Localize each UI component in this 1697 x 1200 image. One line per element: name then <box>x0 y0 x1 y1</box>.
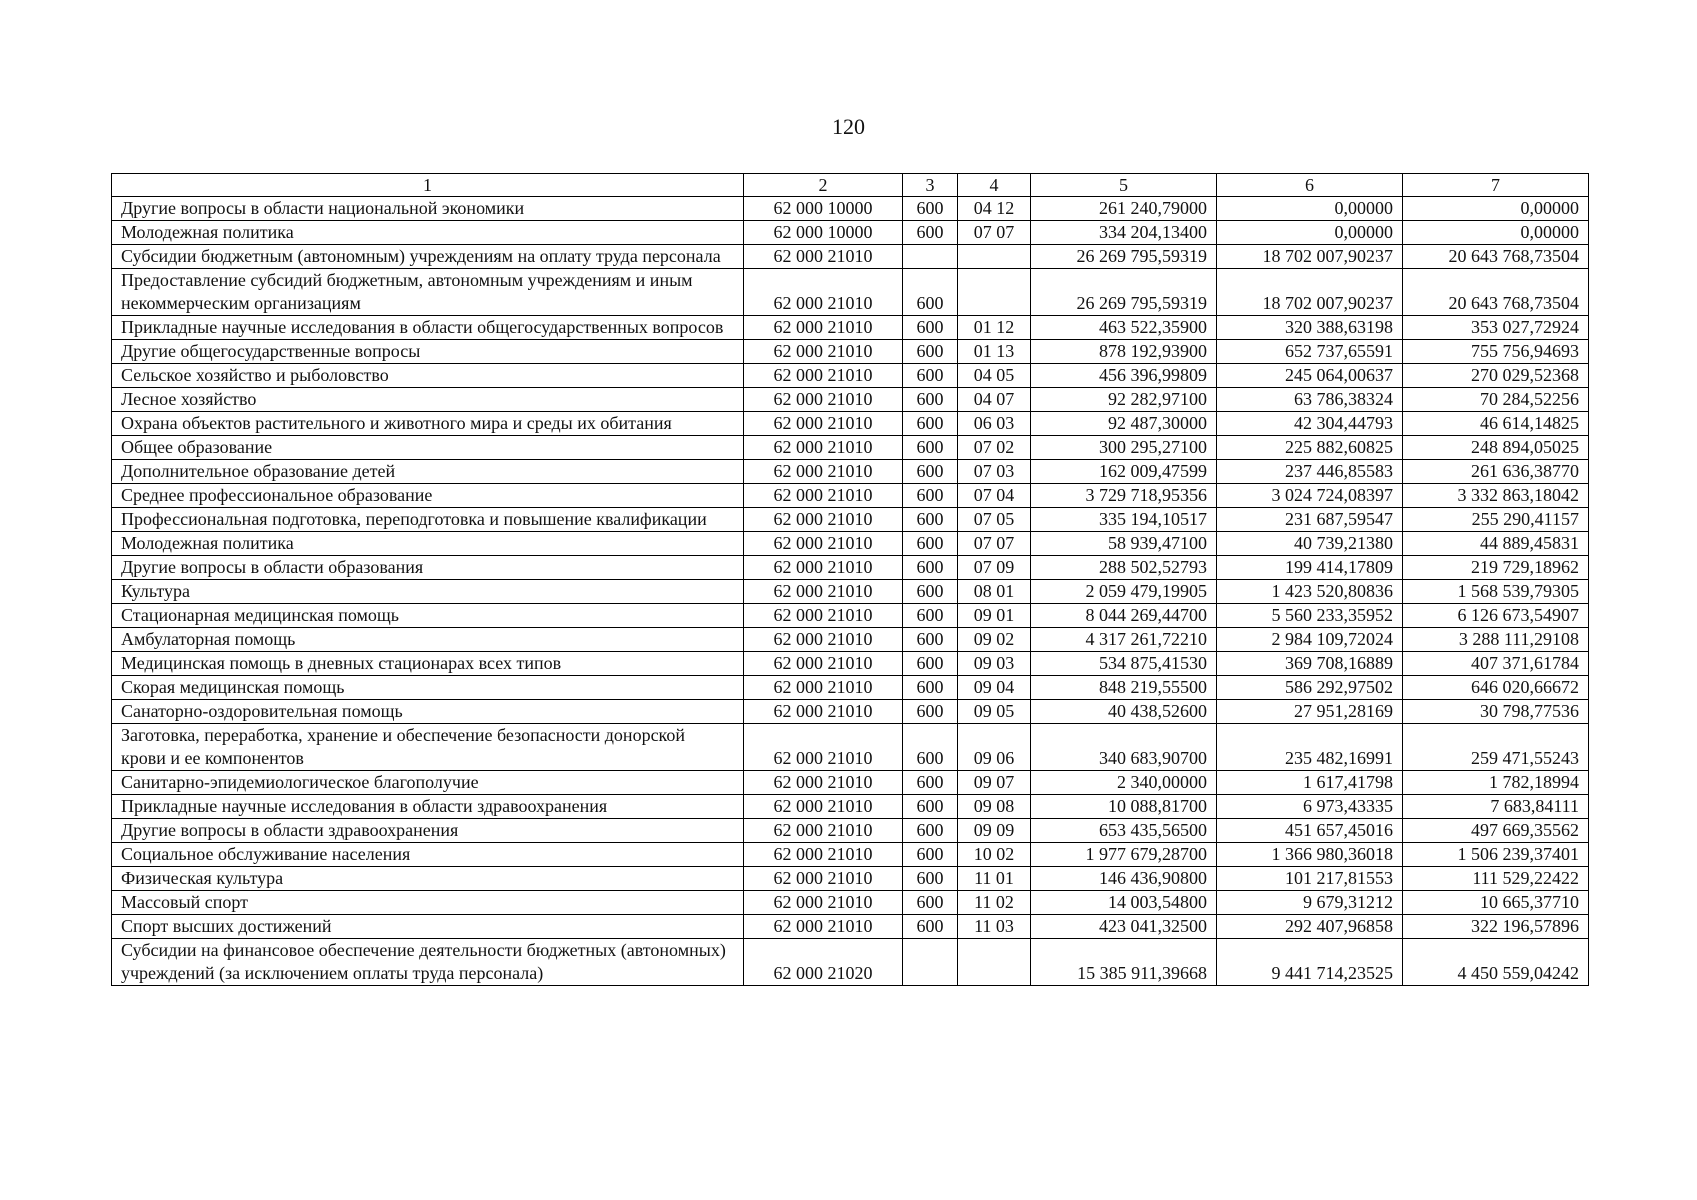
amount-cell: 40 739,21380 <box>1217 532 1403 556</box>
row-name-cell: Субсидии бюджетным (автономным) учреждениям на оплату труда персонала <box>112 245 744 269</box>
amount-cell: 5 560 233,35952 <box>1217 604 1403 628</box>
expense-type-cell: 600 <box>903 628 958 652</box>
amount-cell: 755 756,94693 <box>1403 340 1589 364</box>
expense-type-cell: 600 <box>903 819 958 843</box>
target-code-cell: 62 000 21010 <box>744 915 903 939</box>
amount-cell: 0,00000 <box>1403 197 1589 221</box>
table-row <box>112 628 1589 652</box>
expense-type-cell: 600 <box>903 771 958 795</box>
expense-type-cell: 600 <box>903 604 958 628</box>
amount-cell: 92 282,97100 <box>1031 388 1217 412</box>
amount-cell: 46 614,14825 <box>1403 412 1589 436</box>
amount-cell: 463 522,35900 <box>1031 316 1217 340</box>
amount-cell: 848 219,55500 <box>1031 676 1217 700</box>
target-code-cell: 62 000 21010 <box>744 700 903 724</box>
section-cell: 09 03 <box>958 652 1031 676</box>
header-cell: 7 <box>1403 174 1589 197</box>
amount-cell: 26 269 795,59319 <box>1031 269 1217 316</box>
expense-type-cell: 600 <box>903 724 958 771</box>
amount-cell: 27 951,28169 <box>1217 700 1403 724</box>
row-name-cell: Массовый спорт <box>112 891 744 915</box>
amount-cell: 40 438,52600 <box>1031 700 1217 724</box>
section-cell <box>958 245 1031 269</box>
target-code-cell: 62 000 21010 <box>744 436 903 460</box>
row-name-cell: Другие вопросы в области образования <box>112 556 744 580</box>
section-cell: 04 07 <box>958 388 1031 412</box>
target-code-cell: 62 000 21010 <box>744 580 903 604</box>
header-cell: 6 <box>1217 174 1403 197</box>
expense-type-cell: 600 <box>903 867 958 891</box>
table-row <box>112 915 1589 939</box>
amount-cell: 259 471,55243 <box>1403 724 1589 771</box>
target-code-cell: 62 000 21010 <box>744 867 903 891</box>
header-cell: 2 <box>744 174 903 197</box>
amount-cell: 10 665,37710 <box>1403 891 1589 915</box>
table-row <box>112 700 1589 724</box>
amount-cell: 288 502,52793 <box>1031 556 1217 580</box>
amount-cell: 0,00000 <box>1403 221 1589 245</box>
table-body <box>112 197 1589 986</box>
amount-cell: 10 088,81700 <box>1031 795 1217 819</box>
row-name-cell: Культура <box>112 580 744 604</box>
target-code-cell: 62 000 21010 <box>744 819 903 843</box>
row-name-cell: Заготовка, переработка, хранение и обеспечение безопасности донорской крови и ее компонентов <box>112 724 744 771</box>
table-row <box>112 412 1589 436</box>
target-code-cell: 62 000 21010 <box>744 316 903 340</box>
target-code-cell: 62 000 21010 <box>744 340 903 364</box>
row-name-cell: Другие вопросы в области здравоохранения <box>112 819 744 843</box>
expense-type-cell: 600 <box>903 700 958 724</box>
amount-cell: 261 636,38770 <box>1403 460 1589 484</box>
target-code-cell: 62 000 10000 <box>744 197 903 221</box>
table-row <box>112 484 1589 508</box>
amount-cell: 92 487,30000 <box>1031 412 1217 436</box>
expense-type-cell: 600 <box>903 676 958 700</box>
amount-cell: 369 708,16889 <box>1217 652 1403 676</box>
target-code-cell: 62 000 21010 <box>744 364 903 388</box>
amount-cell: 1 617,41798 <box>1217 771 1403 795</box>
amount-cell: 270 029,52368 <box>1403 364 1589 388</box>
section-cell: 09 01 <box>958 604 1031 628</box>
section-cell: 07 05 <box>958 508 1031 532</box>
section-cell: 09 06 <box>958 724 1031 771</box>
amount-cell: 2 059 479,19905 <box>1031 580 1217 604</box>
row-name-cell: Спорт высших достижений <box>112 915 744 939</box>
amount-cell: 248 894,05025 <box>1403 436 1589 460</box>
section-cell: 09 04 <box>958 676 1031 700</box>
expense-type-cell: 600 <box>903 891 958 915</box>
amount-cell: 653 435,56500 <box>1031 819 1217 843</box>
table-row <box>112 843 1589 867</box>
amount-cell: 1 568 539,79305 <box>1403 580 1589 604</box>
header-cell: 4 <box>958 174 1031 197</box>
target-code-cell: 62 000 21010 <box>744 388 903 412</box>
budget-table <box>111 173 1589 986</box>
target-code-cell: 62 000 21010 <box>744 843 903 867</box>
amount-cell: 6 973,43335 <box>1217 795 1403 819</box>
expense-type-cell: 600 <box>903 197 958 221</box>
amount-cell: 300 295,27100 <box>1031 436 1217 460</box>
row-name-cell: Среднее профессиональное образование <box>112 484 744 508</box>
section-cell: 09 07 <box>958 771 1031 795</box>
section-cell: 07 09 <box>958 556 1031 580</box>
expense-type-cell: 600 <box>903 556 958 580</box>
amount-cell: 2 984 109,72024 <box>1217 628 1403 652</box>
amount-cell: 0,00000 <box>1217 197 1403 221</box>
amount-cell: 219 729,18962 <box>1403 556 1589 580</box>
section-cell: 01 12 <box>958 316 1031 340</box>
amount-cell: 20 643 768,73504 <box>1403 269 1589 316</box>
row-name-cell: Прикладные научные исследования в области общегосударственных вопросов <box>112 316 744 340</box>
target-code-cell: 62 000 21010 <box>744 628 903 652</box>
table-row <box>112 436 1589 460</box>
section-cell: 10 02 <box>958 843 1031 867</box>
amount-cell: 44 889,45831 <box>1403 532 1589 556</box>
section-cell: 04 12 <box>958 197 1031 221</box>
expense-type-cell: 600 <box>903 388 958 412</box>
amount-cell: 3 024 724,08397 <box>1217 484 1403 508</box>
amount-cell: 2 340,00000 <box>1031 771 1217 795</box>
amount-cell: 451 657,45016 <box>1217 819 1403 843</box>
row-name-cell: Дополнительное образование детей <box>112 460 744 484</box>
amount-cell: 146 436,90800 <box>1031 867 1217 891</box>
expense-type-cell: 600 <box>903 580 958 604</box>
amount-cell: 231 687,59547 <box>1217 508 1403 532</box>
table-row <box>112 532 1589 556</box>
section-cell: 04 05 <box>958 364 1031 388</box>
target-code-cell: 62 000 21010 <box>744 508 903 532</box>
amount-cell: 1 423 520,80836 <box>1217 580 1403 604</box>
row-name-cell: Физическая культура <box>112 867 744 891</box>
amount-cell: 58 939,47100 <box>1031 532 1217 556</box>
section-cell: 01 13 <box>958 340 1031 364</box>
expense-type-cell: 600 <box>903 340 958 364</box>
amount-cell: 237 446,85583 <box>1217 460 1403 484</box>
row-name-cell: Охрана объектов растительного и животного мира и среды их обитания <box>112 412 744 436</box>
expense-type-cell: 600 <box>903 532 958 556</box>
row-name-cell: Другие общегосударственные вопросы <box>112 340 744 364</box>
amount-cell: 7 683,84111 <box>1403 795 1589 819</box>
amount-cell: 235 482,16991 <box>1217 724 1403 771</box>
table-row <box>112 819 1589 843</box>
target-code-cell: 62 000 21010 <box>744 724 903 771</box>
amount-cell: 497 669,35562 <box>1403 819 1589 843</box>
row-name-cell: Молодежная политика <box>112 532 744 556</box>
expense-type-cell <box>903 245 958 269</box>
target-code-cell: 62 000 21010 <box>744 412 903 436</box>
amount-cell: 199 414,17809 <box>1217 556 1403 580</box>
row-name-cell: Прикладные научные исследования в области здравоохранения <box>112 795 744 819</box>
row-name-cell: Санитарно-эпидемиологическое благополучие <box>112 771 744 795</box>
target-code-cell: 62 000 21010 <box>744 532 903 556</box>
amount-cell: 1 366 980,36018 <box>1217 843 1403 867</box>
amount-cell: 0,00000 <box>1217 221 1403 245</box>
amount-cell: 1 506 239,37401 <box>1403 843 1589 867</box>
section-cell: 11 03 <box>958 915 1031 939</box>
table-row <box>112 604 1589 628</box>
target-code-cell: 62 000 21010 <box>744 604 903 628</box>
section-cell: 09 08 <box>958 795 1031 819</box>
row-name-cell: Предоставление субсидий бюджетным, автономным учреждениям и иным некоммерческим организациям <box>112 269 744 316</box>
section-cell: 07 04 <box>958 484 1031 508</box>
amount-cell: 30 798,77536 <box>1403 700 1589 724</box>
section-cell: 11 01 <box>958 867 1031 891</box>
target-code-cell: 62 000 21010 <box>744 245 903 269</box>
row-name-cell: Скорая медицинская помощь <box>112 676 744 700</box>
section-cell <box>958 939 1031 986</box>
target-code-cell: 62 000 21010 <box>744 652 903 676</box>
table-row <box>112 364 1589 388</box>
section-cell: 07 02 <box>958 436 1031 460</box>
expense-type-cell: 600 <box>903 412 958 436</box>
amount-cell: 42 304,44793 <box>1217 412 1403 436</box>
expense-type-cell: 600 <box>903 364 958 388</box>
table-row <box>112 245 1589 269</box>
target-code-cell: 62 000 21010 <box>744 556 903 580</box>
amount-cell: 534 875,41530 <box>1031 652 1217 676</box>
expense-type-cell: 600 <box>903 460 958 484</box>
target-code-cell: 62 000 21010 <box>744 891 903 915</box>
section-cell: 09 05 <box>958 700 1031 724</box>
amount-cell: 320 388,63198 <box>1217 316 1403 340</box>
target-code-cell: 62 000 21010 <box>744 269 903 316</box>
expense-type-cell: 600 <box>903 652 958 676</box>
expense-type-cell: 600 <box>903 221 958 245</box>
table-row <box>112 939 1589 986</box>
amount-cell: 878 192,93900 <box>1031 340 1217 364</box>
table-row <box>112 197 1589 221</box>
table-row <box>112 388 1589 412</box>
page-number: 120 <box>832 114 865 139</box>
table-row <box>112 508 1589 532</box>
expense-type-cell: 600 <box>903 316 958 340</box>
row-name-cell: Санаторно-оздоровительная помощь <box>112 700 744 724</box>
row-name-cell: Социальное обслуживание населения <box>112 843 744 867</box>
table-row <box>112 795 1589 819</box>
amount-cell: 20 643 768,73504 <box>1403 245 1589 269</box>
row-name-cell: Субсидии на финансовое обеспечение деятельности бюджетных (автономных) учреждений (за исключением оплаты труда персонала) <box>112 939 744 986</box>
amount-cell: 261 240,79000 <box>1031 197 1217 221</box>
section-cell: 06 03 <box>958 412 1031 436</box>
section-cell: 08 01 <box>958 580 1031 604</box>
section-cell: 07 03 <box>958 460 1031 484</box>
header-row <box>112 174 1589 197</box>
row-name-cell: Профессиональная подготовка, переподготовка и повышение квалификации <box>112 508 744 532</box>
expense-type-cell: 600 <box>903 795 958 819</box>
amount-cell: 162 009,47599 <box>1031 460 1217 484</box>
amount-cell: 353 027,72924 <box>1403 316 1589 340</box>
row-name-cell: Лесное хозяйство <box>112 388 744 412</box>
section-cell: 07 07 <box>958 532 1031 556</box>
row-name-cell: Сельское хозяйство и рыболовство <box>112 364 744 388</box>
expense-type-cell: 600 <box>903 915 958 939</box>
table-row <box>112 221 1589 245</box>
amount-cell: 4 450 559,04242 <box>1403 939 1589 986</box>
row-name-cell: Стационарная медицинская помощь <box>112 604 744 628</box>
target-code-cell: 62 000 21010 <box>744 795 903 819</box>
target-code-cell: 62 000 21010 <box>744 676 903 700</box>
amount-cell: 652 737,65591 <box>1217 340 1403 364</box>
amount-cell: 26 269 795,59319 <box>1031 245 1217 269</box>
table-row <box>112 556 1589 580</box>
target-code-cell: 62 000 10000 <box>744 221 903 245</box>
target-code-cell: 62 000 21010 <box>744 460 903 484</box>
row-name-cell: Амбулаторная помощь <box>112 628 744 652</box>
amount-cell: 70 284,52256 <box>1403 388 1589 412</box>
amount-cell: 423 041,32500 <box>1031 915 1217 939</box>
amount-cell: 3 332 863,18042 <box>1403 484 1589 508</box>
amount-cell: 6 126 673,54907 <box>1403 604 1589 628</box>
amount-cell: 340 683,90700 <box>1031 724 1217 771</box>
expense-type-cell: 600 <box>903 436 958 460</box>
row-name-cell: Молодежная политика <box>112 221 744 245</box>
section-cell: 11 02 <box>958 891 1031 915</box>
target-code-cell: 62 000 21010 <box>744 771 903 795</box>
amount-cell: 335 194,10517 <box>1031 508 1217 532</box>
row-name-cell: Другие вопросы в области национальной экономики <box>112 197 744 221</box>
section-cell: 09 02 <box>958 628 1031 652</box>
table-row <box>112 269 1589 316</box>
row-name-cell: Медицинская помощь в дневных стационарах всех типов <box>112 652 744 676</box>
row-name-cell: Общее образование <box>112 436 744 460</box>
amount-cell: 14 003,54800 <box>1031 891 1217 915</box>
amount-cell: 9 441 714,23525 <box>1217 939 1403 986</box>
table-row <box>112 652 1589 676</box>
amount-cell: 292 407,96858 <box>1217 915 1403 939</box>
section-cell: 07 07 <box>958 221 1031 245</box>
header-cell: 5 <box>1031 174 1217 197</box>
amount-cell: 3 288 111,29108 <box>1403 628 1589 652</box>
amount-cell: 407 371,61784 <box>1403 652 1589 676</box>
header-cell: 1 <box>112 174 744 197</box>
amount-cell: 1 977 679,28700 <box>1031 843 1217 867</box>
table-row <box>112 676 1589 700</box>
expense-type-cell: 600 <box>903 269 958 316</box>
target-code-cell: 62 000 21010 <box>744 484 903 508</box>
table-row <box>112 891 1589 915</box>
section-cell <box>958 269 1031 316</box>
amount-cell: 3 729 718,95356 <box>1031 484 1217 508</box>
amount-cell: 15 385 911,39668 <box>1031 939 1217 986</box>
table-row <box>112 724 1589 771</box>
expense-type-cell: 600 <box>903 843 958 867</box>
amount-cell: 63 786,38324 <box>1217 388 1403 412</box>
amount-cell: 18 702 007,90237 <box>1217 245 1403 269</box>
amount-cell: 334 204,13400 <box>1031 221 1217 245</box>
target-code-cell: 62 000 21020 <box>744 939 903 986</box>
expense-type-cell: 600 <box>903 508 958 532</box>
amount-cell: 322 196,57896 <box>1403 915 1589 939</box>
table-row <box>112 460 1589 484</box>
table-row <box>112 771 1589 795</box>
amount-cell: 4 317 261,72210 <box>1031 628 1217 652</box>
amount-cell: 1 782,18994 <box>1403 771 1589 795</box>
table-row <box>112 867 1589 891</box>
amount-cell: 245 064,00637 <box>1217 364 1403 388</box>
amount-cell: 646 020,66672 <box>1403 676 1589 700</box>
header-cell: 3 <box>903 174 958 197</box>
amount-cell: 8 044 269,44700 <box>1031 604 1217 628</box>
amount-cell: 586 292,97502 <box>1217 676 1403 700</box>
expense-type-cell: 600 <box>903 484 958 508</box>
amount-cell: 255 290,41157 <box>1403 508 1589 532</box>
table-row <box>112 580 1589 604</box>
section-cell: 09 09 <box>958 819 1031 843</box>
amount-cell: 18 702 007,90237 <box>1217 269 1403 316</box>
amount-cell: 456 396,99809 <box>1031 364 1217 388</box>
table-row <box>112 316 1589 340</box>
amount-cell: 111 529,22422 <box>1403 867 1589 891</box>
amount-cell: 101 217,81553 <box>1217 867 1403 891</box>
amount-cell: 9 679,31212 <box>1217 891 1403 915</box>
amount-cell: 225 882,60825 <box>1217 436 1403 460</box>
table-row <box>112 340 1589 364</box>
expense-type-cell <box>903 939 958 986</box>
